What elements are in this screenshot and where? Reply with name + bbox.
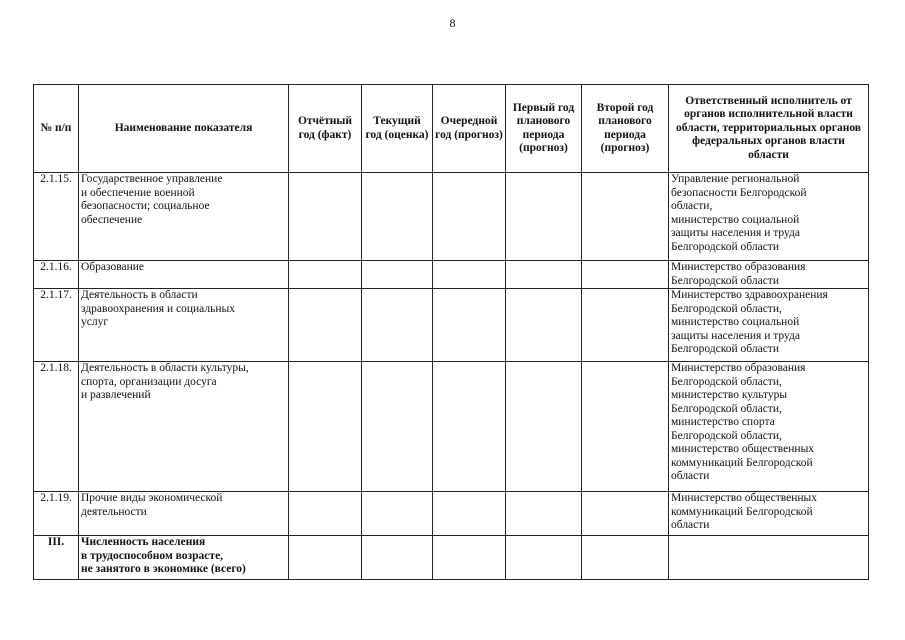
row-responsible-executor: Министерство образования Белгородской области — [669, 261, 869, 289]
header-cell-responsible-executor: Ответственный исполнитель от органов исполнительной власти области, территориальных органов федеральных органов власти области — [669, 85, 869, 173]
row-value-cell — [506, 536, 582, 580]
row-indicator-name: Образование — [79, 261, 289, 289]
indicators-table — [33, 84, 869, 580]
row-value-cell — [506, 362, 582, 492]
row-value-cell — [289, 261, 362, 289]
row-value-cell — [582, 362, 669, 492]
header-cell-indicator-name: Наименование показателя — [79, 85, 289, 173]
row-value-cell — [433, 492, 506, 536]
table-row — [34, 289, 869, 362]
row-value-cell — [289, 173, 362, 261]
header-cell-first-plan-year: Первый год планового периода (прогноз) — [506, 85, 582, 173]
row-value-cell — [362, 362, 433, 492]
row-number: III. — [34, 536, 79, 580]
header-cell-reporting-year: Отчётный год (факт) — [289, 85, 362, 173]
table-row — [34, 261, 869, 289]
row-indicator-name: Прочие виды экономической деятельности — [79, 492, 289, 536]
row-value-cell — [289, 536, 362, 580]
row-responsible-executor: Министерство образования Белгородской области, министерство культуры Белгородской области, министерство спорта Белгородской области, министерство общественных коммуникаций Белгородской области — [669, 362, 869, 492]
row-value-cell — [506, 261, 582, 289]
table-row — [34, 362, 869, 492]
row-value-cell — [433, 536, 506, 580]
row-value-cell — [506, 289, 582, 362]
row-value-cell — [362, 492, 433, 536]
row-indicator-name: Численность населения в трудоспособном возрасте, не занятого в экономике (всего) — [79, 536, 289, 580]
row-value-cell — [289, 492, 362, 536]
table-row — [34, 536, 869, 580]
header-cell-current-year: Текущий год (оценка) — [362, 85, 433, 173]
row-indicator-name: Деятельность в области культуры, спорта, организации досуга и развлечений — [79, 362, 289, 492]
row-indicator-name: Государственное управление и обеспечение военной безопасности; социальное обеспечение — [79, 173, 289, 261]
row-value-cell — [582, 536, 669, 580]
header-cell-next-year: Очередной год (прогноз) — [433, 85, 506, 173]
row-value-cell — [289, 289, 362, 362]
row-value-cell — [433, 289, 506, 362]
table-header-row — [34, 85, 869, 173]
row-value-cell — [582, 261, 669, 289]
row-value-cell — [582, 173, 669, 261]
row-value-cell — [506, 173, 582, 261]
row-value-cell — [362, 536, 433, 580]
row-value-cell — [433, 261, 506, 289]
row-number: 2.1.15. — [34, 173, 79, 261]
row-responsible-executor: Министерство здравоохранения Белгородской области, министерство социальной защиты населения и труда Белгородской области — [669, 289, 869, 362]
header-cell-second-plan-year: Второй год планового периода (прогноз) — [582, 85, 669, 173]
row-value-cell — [433, 362, 506, 492]
row-responsible-executor — [669, 536, 869, 580]
table-row — [34, 492, 869, 536]
row-indicator-name: Деятельность в области здравоохранения и социальных услуг — [79, 289, 289, 362]
row-value-cell — [362, 289, 433, 362]
row-number: 2.1.16. — [34, 261, 79, 289]
page-number: 8 — [449, 16, 456, 30]
row-responsible-executor: Министерство общественных коммуникаций Белгородской области — [669, 492, 869, 536]
row-value-cell — [362, 261, 433, 289]
row-number: 2.1.17. — [34, 289, 79, 362]
row-value-cell — [433, 173, 506, 261]
row-value-cell — [582, 289, 669, 362]
row-value-cell — [289, 362, 362, 492]
row-value-cell — [582, 492, 669, 536]
row-responsible-executor: Управление региональной безопасности Белгородской области, министерство социальной защиты населения и труда Белгородской области — [669, 173, 869, 261]
row-value-cell — [506, 492, 582, 536]
row-number: 2.1.18. — [34, 362, 79, 492]
row-value-cell — [362, 173, 433, 261]
row-number: 2.1.19. — [34, 492, 79, 536]
table-row — [34, 173, 869, 261]
header-cell-number: № п/п — [34, 85, 79, 173]
